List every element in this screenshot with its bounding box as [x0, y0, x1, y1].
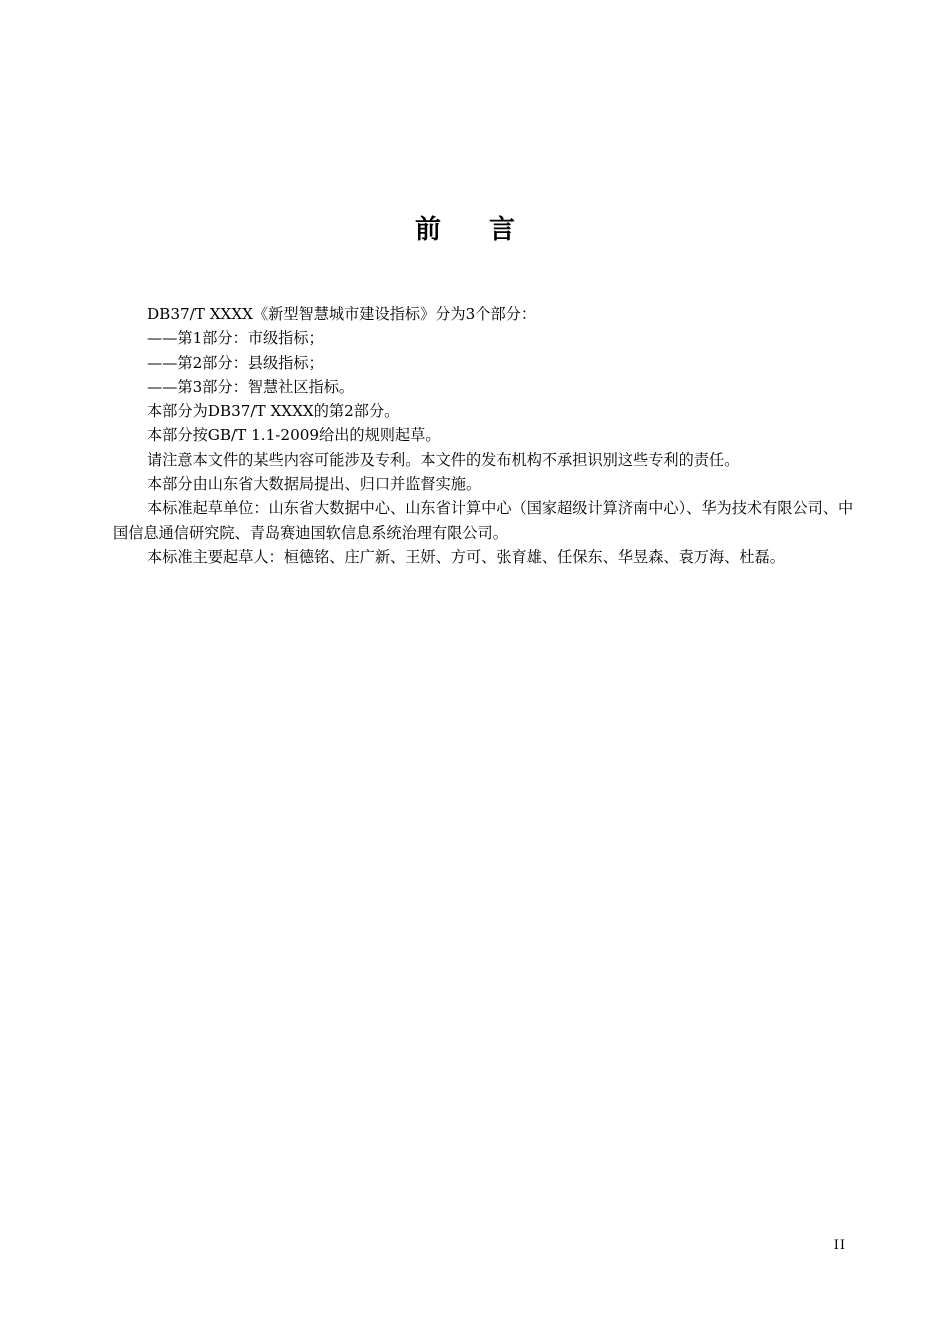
paragraph-proposer: 本部分由山东省大数据局提出、归口并监督实施。 — [147, 475, 482, 494]
paragraph-patent-notice: 请注意本文件的某些内容可能涉及专利。本文件的发布机构不承担识别这些专利的责任。 — [147, 450, 740, 469]
paragraph-part-2: ——第2部分：县级指标； — [147, 353, 324, 372]
paragraph-part-3: ——第3部分：智慧社区指标。 — [147, 377, 355, 396]
paragraph-drafters: 本标准主要起草人：桓德铭、庄广新、王妍、方可、张育雄、任保东、华昱森、袁万海、杜磊。 — [147, 547, 785, 566]
paragraph-drafting-rules: 本部分按GB/T 1.1-2009给出的规则起草。 — [147, 426, 441, 445]
foreword-body — [113, 302, 863, 569]
page-title: 前言 — [414, 215, 563, 245]
paragraph-parts-intro: DB37/T XXXX《新型智慧城市建设指标》分为3个部分： — [147, 305, 537, 323]
paragraph-drafting-units: 本标准起草单位：山东省大数据中心、山东省计算中心（国家超级计算济南中心）、华为技术有限公司、中国信息通信研究院、青岛赛迪国软信息系统治理有限公司。 — [113, 499, 854, 542]
paragraph-part-1: ——第1部分：市级指标； — [147, 329, 324, 348]
page-number: II — [833, 1238, 846, 1253]
paragraph-this-part: 本部分为DB37/T XXXX的第2部分。 — [147, 402, 400, 421]
